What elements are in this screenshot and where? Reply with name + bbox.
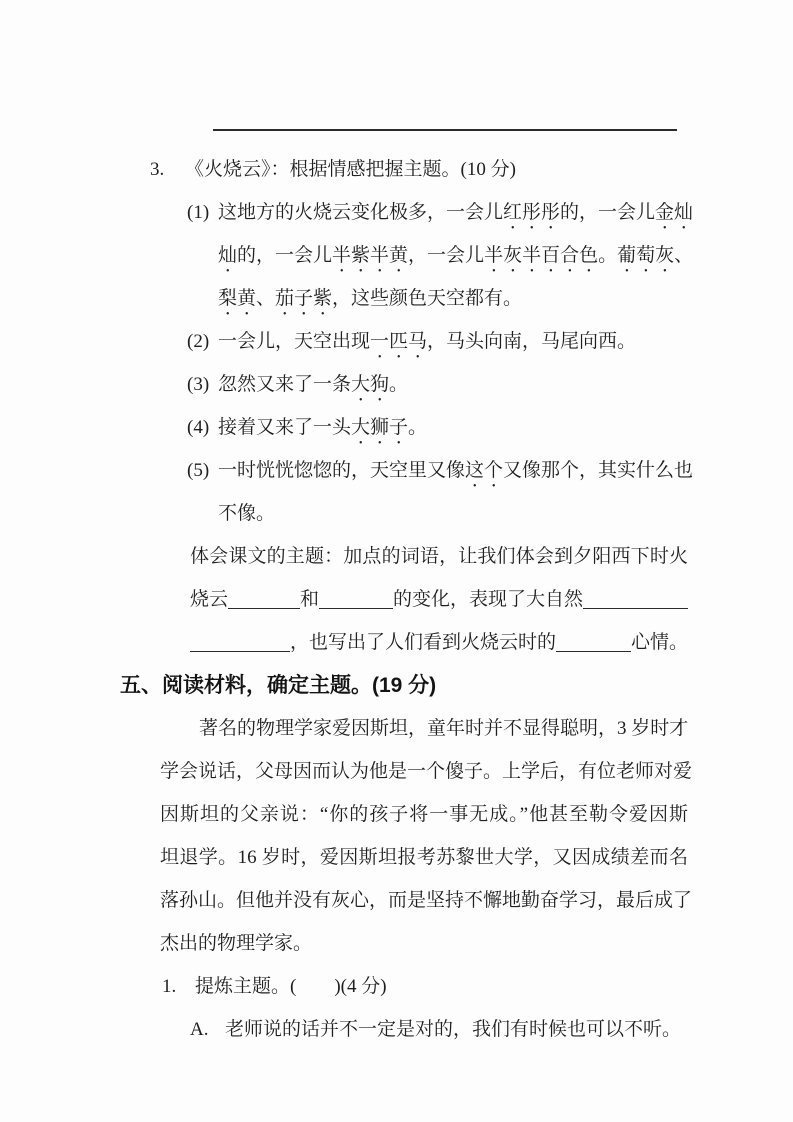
emphasized-text: 大狗 [351, 374, 390, 395]
option-a-text: 老师说的话并不一定是对的，我们有时候也可以不听。 [225, 1019, 682, 1040]
emphasized-text: 半灰半百合色 [484, 245, 599, 266]
q3-item-4-text [218, 417, 427, 438]
q3-item-1-marker: (1) [187, 202, 210, 223]
passage-line-1 [160, 707, 688, 750]
q3-item-2-line [187, 320, 688, 363]
section-5-heading [120, 664, 793, 707]
text-run: 一时恍恍惚惚的，天空里又像 [218, 460, 466, 481]
q3-item-1-text [218, 245, 693, 266]
passage-line-3 [160, 793, 688, 836]
q3-item-3-text [218, 374, 408, 395]
passage-text: 落孙山。但他并没有灰心，而是坚持不懈地勤奋学习，最后成了 [160, 890, 693, 911]
question-3-title-line [150, 148, 793, 191]
q3-item-3-line [187, 363, 688, 406]
text-run: 和 [300, 589, 320, 610]
q3-item-5-text [218, 460, 693, 481]
emphasized-text: 大狮子 [351, 417, 409, 438]
q3-item-1-line-2 [218, 234, 694, 277]
answer-blank [583, 589, 688, 609]
q3-item-1-line-3 [218, 277, 688, 320]
text-run: 忽然又来了一条 [218, 374, 352, 395]
passage-line-6 [160, 922, 688, 965]
q3-item-1-text [218, 288, 522, 309]
text-run: 烧云 [190, 589, 229, 610]
emphasized-text: 茄子紫 [275, 288, 333, 309]
q3-item-3-marker: (3) [187, 374, 210, 395]
text-run: 。 [408, 417, 428, 438]
q3-summary-line-2 [190, 578, 688, 621]
answer-blank [319, 589, 393, 609]
text-run: ，一会儿 [408, 245, 485, 266]
passage-text: 杰出的物理学家。 [160, 933, 313, 954]
answer-blank-line [213, 105, 677, 148]
text-run: 的变化，表现了大自然 [393, 589, 584, 610]
text-run: ，也写出了人们看到火烧云时的 [290, 632, 557, 653]
section-5-heading-text: 五、阅读材料，确定主题。(19 分) [120, 674, 437, 697]
passage-text: 坦退学。16 岁时，爱因斯坦报考苏黎世大学，又因成绩差而名 [160, 847, 688, 868]
q3-item-5-line-1 [187, 449, 694, 492]
emphasized-text: 灿 [218, 245, 238, 266]
sub-question-1-line [162, 965, 793, 1008]
q3-item-1-text [218, 202, 693, 223]
passage-text: 学会说话，父母因而认为他是一个傻子。上学后，有位老师对爱 [160, 761, 693, 782]
q3-item-5-marker: (5) [187, 460, 210, 481]
q3-item-5-line-2 [218, 492, 688, 535]
emphasized-text: 红彤彤 [503, 202, 561, 223]
passage-line-4 [160, 836, 688, 879]
answer-blank-rule [213, 105, 677, 131]
text-run: 一会儿，天空出现 [218, 331, 371, 352]
text-run: 、 [256, 288, 276, 309]
emphasized-text: 葡萄灰 [617, 245, 675, 266]
text-run: 。 [598, 245, 618, 266]
text-run: 的，一会儿 [237, 245, 333, 266]
q3-item-2-text [218, 331, 636, 352]
q3-summary-line-3 [190, 621, 688, 664]
q3-summary-text [190, 589, 688, 610]
answer-blank [556, 632, 631, 652]
option-a-letter: A. [190, 1019, 209, 1040]
q3-summary-text: 体会课文的主题：加点的词语，让我们体会到夕阳西下时火 [190, 546, 688, 567]
emphasized-text: 半紫半黄 [332, 245, 409, 266]
text-run: 这地方的火烧云变化极多，一会儿 [218, 202, 504, 223]
text-run: 的，一会儿 [560, 202, 656, 223]
q3-item-2-marker: (2) [187, 331, 210, 352]
question-3-number: 3. [150, 159, 165, 180]
passage-text: 著名的物理学家爱因斯坦，童年时并不显得聪明，3 岁时才 [199, 718, 689, 739]
text-run: 心情。 [631, 632, 689, 653]
answer-blank [228, 589, 300, 609]
text-run: 。 [389, 374, 409, 395]
option-a-line [190, 1008, 793, 1051]
q3-summary-text [190, 632, 688, 653]
passage-line-5 [160, 879, 693, 922]
q3-item-5-text [218, 503, 275, 524]
text-run: 不像。 [218, 503, 276, 524]
sub-question-1-number: 1. [162, 976, 177, 997]
emphasized-text: 这个 [465, 460, 504, 481]
q3-item-4-line [187, 406, 688, 449]
emphasized-text: 梨黄 [218, 288, 257, 309]
q3-item-1-line-1 [187, 191, 694, 234]
sub-question-1-text: 提炼主题。( )(4 分) [195, 976, 387, 997]
q3-item-4-marker: (4) [187, 417, 210, 438]
passage-text: 因斯坦的父亲说：“你的孩子将一事无成。”他甚至勒令爱因斯 [160, 804, 688, 825]
text-run: ，马头向南，马尾向西。 [427, 331, 637, 352]
emphasized-text: 一匹马 [370, 331, 428, 352]
question-3-title: 《火烧云》：根据情感把握主题。(10 分) [185, 159, 516, 180]
text-run: 、 [674, 245, 694, 266]
text-run: 接着又来了一头 [218, 417, 352, 438]
passage-line-2 [160, 750, 693, 793]
answer-blank [190, 632, 290, 652]
text-run: ，这些颜色天空都有。 [332, 288, 523, 309]
emphasized-text: 金灿 [655, 202, 694, 223]
text-run: 又像那个，其实什么也 [503, 460, 694, 481]
q3-summary-line-1 [190, 535, 688, 578]
